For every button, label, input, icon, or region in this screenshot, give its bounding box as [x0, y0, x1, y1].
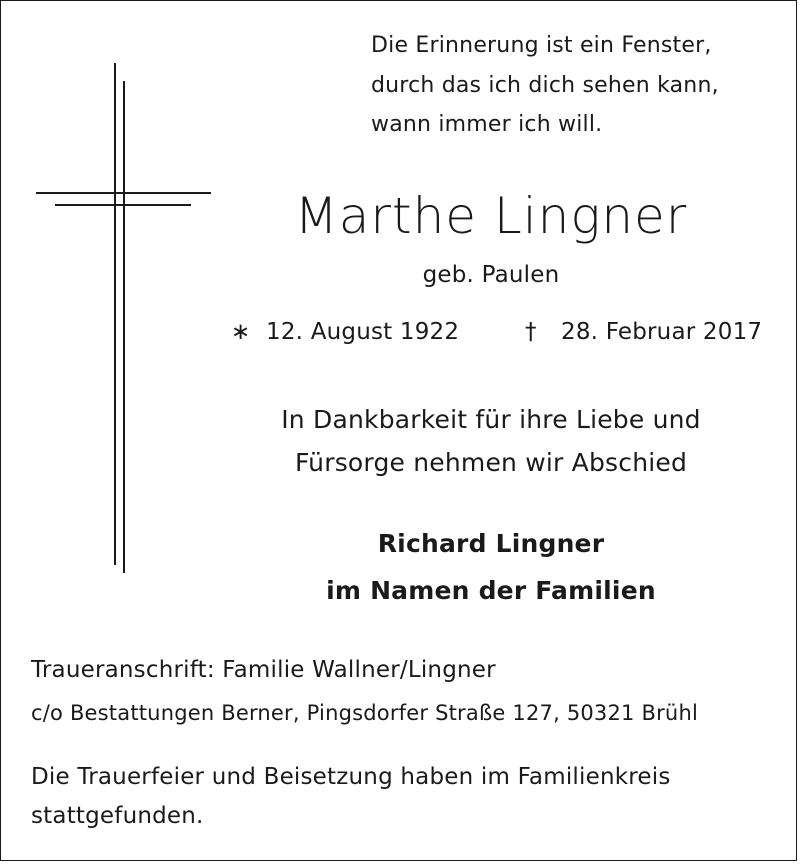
quote-line-3: wann immer ich will. — [371, 112, 603, 137]
deceased-name: Marthe Lingner — [294, 187, 688, 245]
death-date: 28. Februar 2017 — [561, 319, 763, 345]
quote-line-2: durch das ich dich sehen kann, — [371, 73, 719, 98]
mourning-address-line-1: Traueranschrift: Familie Wallner/Lingner — [31, 657, 496, 683]
signature-family: im Namen der Familien — [326, 576, 656, 605]
thanks-line-1: In Dankbarkeit für ihre Liebe und — [281, 405, 701, 434]
birth-star-icon: ∗ — [231, 319, 251, 345]
quote-line-1: Die Erinnerung ist ein Fenster, — [371, 33, 712, 58]
mourning-address-line-2: c/o Bestattungen Berner, Pingsdorfer Straße 127, 50321 Brühl — [31, 701, 698, 725]
birth-date: 12. August 1922 — [266, 319, 460, 345]
signature-name: Richard Lingner — [377, 529, 605, 558]
maiden-name: geb. Paulen — [422, 262, 560, 288]
thanks-line-2: Fürsorge nehmen wir Abschied — [294, 448, 688, 477]
ceremony-note-line-2: stattgefunden. — [31, 803, 204, 829]
death-cross-icon: † — [525, 319, 537, 345]
ceremony-note-line-1: Die Trauerfeier und Beisetzung haben im Familienkreis — [31, 764, 671, 790]
